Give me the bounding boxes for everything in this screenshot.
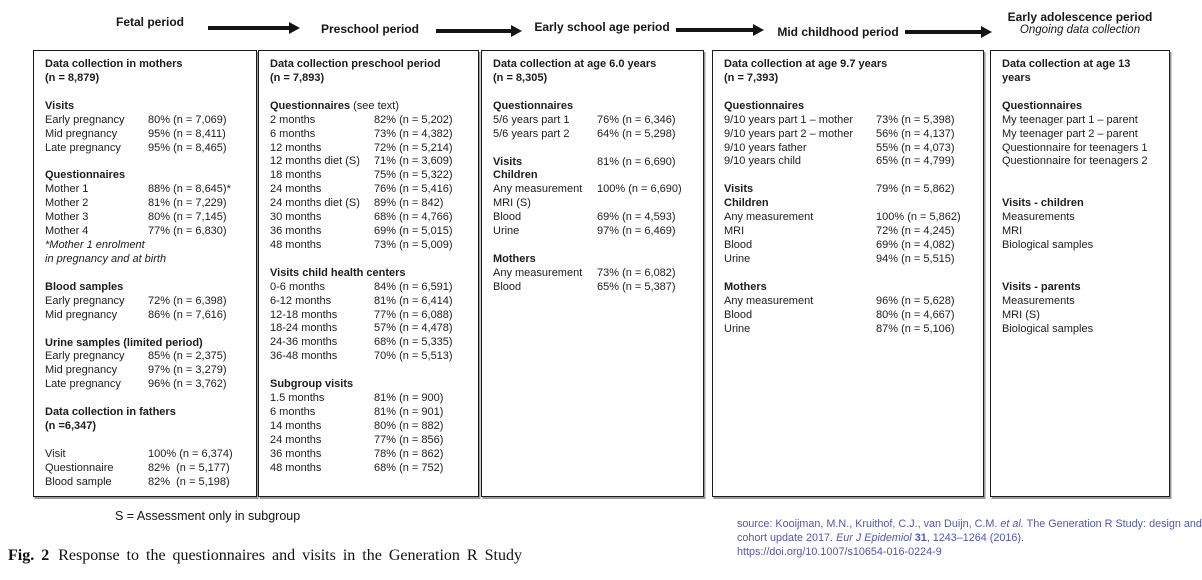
period-label-text: Early school age period (534, 20, 670, 34)
row-value: 94% (n = 5,515) (876, 252, 955, 265)
data-row (493, 169, 692, 183)
period-label-text: Fetal period (115, 15, 185, 29)
box-section (270, 267, 467, 364)
data-row (270, 462, 467, 476)
data-row (1002, 295, 1158, 309)
section-header-text: Visits (493, 155, 523, 168)
row-value: 57% (n = 4,478) (374, 322, 453, 335)
row-label: 6-12 months (270, 294, 332, 307)
data-row (1002, 142, 1158, 156)
box-title-line: Data collection at age 9.7 years (724, 58, 888, 70)
data-row (45, 448, 245, 462)
row-value: 68% (n = 4,766) (374, 211, 453, 224)
data-row (724, 323, 972, 337)
row-value: 88% (n = 8,645)* (148, 183, 231, 196)
row-label: in pregnancy and at birth (45, 252, 167, 265)
row-value: 73% (n = 6,082) (597, 266, 676, 279)
row-value: 96% (n = 3,762) (148, 378, 227, 391)
box-title-line: Data collection at age 6.0 years (493, 58, 657, 70)
row-value: 73% (n = 5,398) (876, 113, 955, 126)
box-title-line: Data collection in mothers (45, 58, 183, 70)
section-header (1002, 281, 1158, 295)
data-row (724, 155, 972, 169)
row-label: Urine (724, 252, 751, 265)
row-label: Questionnaire (45, 461, 114, 474)
row-value: 69% (n = 4,082) (876, 238, 955, 251)
timeline-period-2 (534, 21, 669, 34)
row-label: Any measurement (493, 183, 583, 196)
row-label: Biological samples (1002, 239, 1094, 252)
row-value: 97% (n = 6,469) (597, 225, 676, 238)
period-label-text: Mid childhood period (777, 25, 899, 39)
section-header (1002, 197, 1158, 211)
row-value: 81% (n = 900) (374, 392, 444, 405)
data-row (493, 281, 692, 295)
data-row (1002, 114, 1158, 128)
data-row (270, 420, 467, 434)
section-header (45, 100, 245, 114)
row-value: 100% (n = 5,862) (876, 211, 961, 224)
row-label: Mid pregnancy (45, 308, 118, 321)
section-header (493, 100, 692, 114)
row-label: Early pregnancy (45, 113, 125, 126)
data-row (270, 225, 467, 239)
data-row (270, 142, 467, 156)
row-value: 65% (n = 4,799) (876, 155, 955, 168)
section-header-text: Visits (724, 183, 754, 196)
row-value: 73% (n = 4,382) (374, 127, 453, 140)
data-row (724, 142, 972, 156)
data-row (270, 239, 467, 253)
box-title-line: Data collection preschool period (270, 58, 441, 70)
box-section (493, 156, 692, 239)
box-title-line: Data collection at age 13 years (1002, 58, 1131, 84)
data-collection-box-4 (712, 50, 984, 497)
row-label: 6 months (270, 405, 316, 418)
data-row (724, 309, 972, 323)
period-label-text: Early adolescence period (1007, 10, 1153, 24)
row-value: 72% (n = 5,214) (374, 141, 453, 154)
section-header (493, 253, 692, 267)
row-label: Blood (724, 238, 753, 251)
row-value: 96% (n = 5,628) (876, 294, 955, 307)
row-label: Blood (724, 308, 753, 321)
row-value: 56% (n = 4,137) (876, 127, 955, 140)
row-value: 55% (n = 4,073) (876, 141, 955, 154)
source-text-segment: Eur J Epidemiol (836, 531, 912, 544)
row-value: 87% (n = 5,106) (876, 322, 955, 335)
row-label: Questionnaire for teenagers 2 (1002, 155, 1148, 168)
row-value: 82% (n = 5,177) (148, 461, 230, 474)
data-row (1002, 128, 1158, 142)
data-row (270, 434, 467, 448)
row-label: My teenager part 2 – parent (1002, 127, 1138, 140)
section-header (724, 281, 972, 295)
data-row (270, 350, 467, 364)
data-row (724, 295, 972, 309)
row-label: Urine (724, 322, 751, 335)
section-header-text: Blood samples (45, 280, 124, 293)
section-header-text: Questionnaires (493, 99, 574, 112)
row-label: Mid pregnancy (45, 364, 118, 377)
data-row (1002, 211, 1158, 225)
data-row (1002, 323, 1158, 337)
row-value: 70% (n = 5,513) (374, 350, 453, 363)
row-value: 77% (n = 6,830) (148, 225, 227, 238)
box-section (45, 281, 245, 323)
row-label: Early pregnancy (45, 294, 125, 307)
row-value: 80% (n = 882) (374, 419, 444, 432)
data-row (724, 128, 972, 142)
box-section (270, 378, 467, 475)
row-label: 9/10 years part 2 – mother (724, 127, 854, 140)
data-row (493, 183, 692, 197)
box-section (45, 406, 245, 489)
source-line (737, 518, 1202, 532)
row-label: Blood (493, 211, 522, 224)
row-value: 75% (n = 5,322) (374, 169, 453, 182)
source-text-segment: cohort update 2017. (737, 531, 837, 544)
row-label: Any measurement (724, 211, 814, 224)
data-row (270, 309, 467, 323)
section-header (270, 100, 467, 114)
data-row (493, 211, 692, 225)
period-sublabel: Ongoing data collection (1019, 24, 1141, 36)
section-header-value: 79% (n = 5,862) (876, 183, 955, 196)
timeline-period-1 (321, 23, 419, 36)
row-value: 95% (n = 8,465) (148, 141, 227, 154)
row-label: 48 months (270, 238, 322, 251)
row-value: 89% (n = 842) (374, 197, 444, 210)
row-value: 72% (n = 6,398) (148, 294, 227, 307)
figure-caption (8, 547, 522, 565)
source-line (737, 532, 1202, 546)
row-label: Mother 4 (45, 225, 89, 238)
row-label: 36-48 months (270, 350, 338, 363)
source-text-segment: , 1243–1264 (2016). (926, 531, 1024, 544)
data-row (493, 114, 692, 128)
timeline-arrow-right-icon (208, 26, 289, 30)
row-value: 81% (n = 6,414) (374, 294, 453, 307)
data-row (270, 197, 467, 211)
row-value: 69% (n = 4,593) (597, 211, 676, 224)
row-label: 30 months (270, 211, 322, 224)
data-row (45, 142, 245, 156)
section-header (45, 169, 245, 183)
box-section (493, 253, 692, 295)
row-value: 64% (n = 5,298) (597, 127, 676, 140)
section-header-text: Questionnaires (1002, 99, 1083, 112)
section-header (724, 183, 972, 197)
box-title-line: (n = 7,893) (270, 71, 325, 84)
data-row (45, 114, 245, 128)
row-label: 18-24 months (270, 322, 338, 335)
section-header-suffix: (see text) (350, 99, 399, 112)
row-label: Mother 1 (45, 183, 89, 196)
box-title-line: (n = 8,879) (45, 71, 100, 84)
section-header-text: Visits - children (1002, 197, 1084, 210)
row-label: 24 months diet (S) (270, 197, 360, 210)
box-section (724, 183, 972, 266)
data-row (45, 225, 245, 239)
row-label: Children (724, 197, 769, 210)
data-collection-box-3 (481, 50, 704, 497)
section-header (270, 378, 467, 392)
data-row (493, 128, 692, 142)
data-row (270, 336, 467, 350)
data-row (724, 239, 972, 253)
data-row (1002, 225, 1158, 239)
data-row (1002, 155, 1158, 169)
doi-link[interactable]: https://doi.org/10.1007/s10654-016-0224-9 (737, 545, 942, 558)
section-header (45, 406, 245, 420)
box-section (45, 169, 245, 266)
source-text-segment: 31 (914, 531, 927, 544)
row-value: 82% (n = 5,202) (374, 113, 453, 126)
row-label: 48 months (270, 461, 322, 474)
row-label: 12-18 months (270, 308, 338, 321)
row-label: 24 months (270, 433, 322, 446)
row-label: Any measurement (724, 294, 814, 307)
data-row (493, 267, 692, 281)
row-value: 85% (n = 2,375) (148, 350, 227, 363)
data-row (45, 295, 245, 309)
row-label: 24-36 months (270, 336, 338, 349)
row-label: *Mother 1 enrolment (45, 238, 145, 251)
box-section (45, 337, 245, 393)
section-header-value: 81% (n = 6,690) (597, 155, 676, 168)
data-row (45, 253, 245, 267)
row-label: Mother 2 (45, 197, 89, 210)
source-text-segment: et al. (1000, 518, 1024, 530)
row-value: 69% (n = 5,015) (374, 224, 453, 237)
data-row (724, 253, 972, 267)
row-label: 6 months (270, 127, 316, 140)
data-row (724, 197, 972, 211)
section-header-text: Subgroup visits (270, 378, 354, 391)
box-title-line: (n = 8,305) (493, 71, 548, 84)
data-row (270, 448, 467, 462)
data-row (45, 197, 245, 211)
row-label: 5/6 years part 2 (493, 127, 570, 140)
row-value: 82% (n = 5,198) (148, 475, 230, 488)
box-section (1002, 281, 1158, 337)
data-row (270, 295, 467, 309)
data-row (270, 281, 467, 295)
source-line (737, 546, 1202, 560)
subgroup-footnote: S = Assessment only in subgroup (115, 509, 301, 523)
row-value: 95% (n = 8,411) (148, 127, 226, 140)
row-value: 72% (n = 4,245) (876, 225, 955, 238)
period-label-text: Preschool period (320, 22, 420, 36)
row-value: 100% (n = 6,374) (148, 447, 233, 460)
row-value: 100% (n = 6,690) (597, 183, 682, 196)
row-value: 73% (n = 5,009) (374, 238, 453, 251)
data-row (45, 309, 245, 323)
section-header-text: Urine samples (limited period) (45, 336, 203, 349)
data-row (45, 462, 245, 476)
box-section (45, 100, 245, 156)
row-value: 71% (n = 3,609) (374, 155, 453, 168)
box-section (1002, 197, 1158, 253)
source-text-segment: source: Kooijman, M.N., Kruithof, C.J., van Duijn, C.M. (737, 518, 1001, 530)
data-row (270, 322, 467, 336)
row-value: 81% (n = 7,229) (148, 197, 227, 210)
data-row (724, 114, 972, 128)
section-header-text: Visits child health centers (270, 266, 406, 279)
row-value: 77% (n = 6,088) (374, 308, 453, 321)
row-value: 86% (n = 7,616) (148, 308, 227, 321)
box-section (724, 281, 972, 337)
section-header-text: Mothers (724, 280, 767, 293)
row-label: Blood (493, 280, 522, 293)
row-label: MRI (S) (493, 197, 531, 210)
row-label: Mother 3 (45, 211, 89, 224)
row-label: My teenager part 1 – parent (1002, 113, 1138, 126)
timeline-period-3 (777, 26, 898, 39)
box-section (1002, 100, 1158, 170)
row-label: 14 months (270, 419, 322, 432)
timeline-arrow-right-icon (905, 30, 981, 34)
timeline-arrow-right-icon (436, 29, 511, 33)
row-label: Biological samples (1002, 322, 1094, 335)
section-header-text: Data collection in fathers (45, 406, 176, 419)
row-label: Children (493, 169, 538, 182)
row-value: 81% (n = 901) (374, 405, 444, 418)
timeline-period-4 (1008, 11, 1153, 37)
section-header (45, 337, 245, 351)
figure-number: Fig. 2 (8, 547, 50, 564)
data-row (45, 364, 245, 378)
data-row (724, 211, 972, 225)
box-section (724, 100, 972, 170)
section-header-line2: (n =6,347) (45, 420, 97, 433)
section-header-text: Mothers (493, 252, 536, 265)
box-title-line: (n = 7,393) (724, 71, 779, 84)
row-value: 76% (n = 6,346) (597, 113, 676, 126)
data-row (270, 392, 467, 406)
figure-caption-text: Response to the questionnaires and visits in the Generation R Study (58, 547, 522, 564)
row-value: 80% (n = 4,667) (876, 308, 955, 321)
row-label: Questionnaire for teenagers 1 (1002, 141, 1148, 154)
timeline-period-0 (116, 16, 184, 29)
row-label: 12 months (270, 141, 322, 154)
timeline-arrow-right-icon (676, 28, 753, 32)
data-row (493, 225, 692, 239)
row-label: Visit (45, 447, 66, 460)
row-value: 80% (n = 7,145) (148, 211, 227, 224)
row-label: Measurements (1002, 294, 1075, 307)
section-header (45, 281, 245, 295)
row-label: Early pregnancy (45, 350, 125, 363)
data-row (45, 183, 245, 197)
row-value: 68% (n = 5,335) (374, 336, 453, 349)
row-value: 65% (n = 5,387) (597, 280, 676, 293)
data-row (270, 114, 467, 128)
section-header-text: Questionnaires (270, 99, 351, 112)
row-label: 36 months (270, 447, 322, 460)
data-collection-box-2 (258, 50, 479, 497)
data-row (45, 476, 245, 490)
data-collection-box-1 (33, 50, 257, 497)
box-section (270, 100, 467, 253)
data-row (45, 211, 245, 225)
row-label: 2 months (270, 113, 316, 126)
row-label: Mid pregnancy (45, 127, 118, 140)
row-label: MRI (S) (1002, 308, 1040, 321)
source-citation (737, 518, 1202, 559)
row-label: 36 months (270, 224, 322, 237)
row-value: 78% (n = 862) (374, 447, 444, 460)
row-label: 9/10 years child (724, 155, 802, 168)
data-row (45, 350, 245, 364)
data-row (45, 128, 245, 142)
data-row (1002, 239, 1158, 253)
data-collection-box-5 (990, 50, 1170, 497)
blank-line (45, 434, 245, 448)
data-row (270, 211, 467, 225)
row-label: 9/10 years father (724, 141, 807, 154)
data-row (270, 155, 467, 169)
source-text-segment: The Generation R Study: design and (1023, 518, 1202, 530)
row-label: 9/10 years part 1 – mother (724, 113, 854, 126)
section-header-text: Visits (45, 99, 75, 112)
row-label: Any measurement (493, 266, 583, 279)
row-label: 0-6 months (270, 280, 326, 293)
section-header-text: Questionnaires (45, 169, 126, 182)
row-label: Measurements (1002, 211, 1075, 224)
row-value: 68% (n = 752) (374, 461, 444, 474)
data-row (493, 197, 692, 211)
row-label: 12 months diet (S) (270, 155, 360, 168)
data-row (45, 378, 245, 392)
box-section (493, 100, 692, 142)
row-label: Late pregnancy (45, 141, 121, 154)
data-row (45, 239, 245, 253)
section-header (493, 156, 692, 170)
row-value: 97% (n = 3,279) (148, 364, 227, 377)
row-value: 76% (n = 5,416) (374, 183, 453, 196)
section-header (270, 267, 467, 281)
section-header (724, 100, 972, 114)
data-row (270, 406, 467, 420)
data-row (270, 183, 467, 197)
row-label: Late pregnancy (45, 378, 121, 391)
data-row (724, 225, 972, 239)
row-label: 18 months (270, 169, 322, 182)
section-header (1002, 100, 1158, 114)
section-header-text: Questionnaires (724, 99, 805, 112)
row-value: 80% (n = 7,069) (148, 113, 227, 126)
data-row (270, 128, 467, 142)
row-label: 5/6 years part 1 (493, 113, 570, 126)
row-label: MRI (1002, 225, 1023, 238)
row-label: Urine (493, 225, 520, 238)
data-row (270, 169, 467, 183)
section-header-text: Visits - parents (1002, 280, 1081, 293)
row-label: Blood sample (45, 475, 112, 488)
row-label: MRI (724, 225, 745, 238)
row-label: 24 months (270, 183, 322, 196)
row-label: 1.5 months (270, 392, 325, 405)
row-value: 84% (n = 6,591) (374, 280, 453, 293)
data-row (1002, 309, 1158, 323)
row-value: 77% (n = 856) (374, 433, 444, 446)
